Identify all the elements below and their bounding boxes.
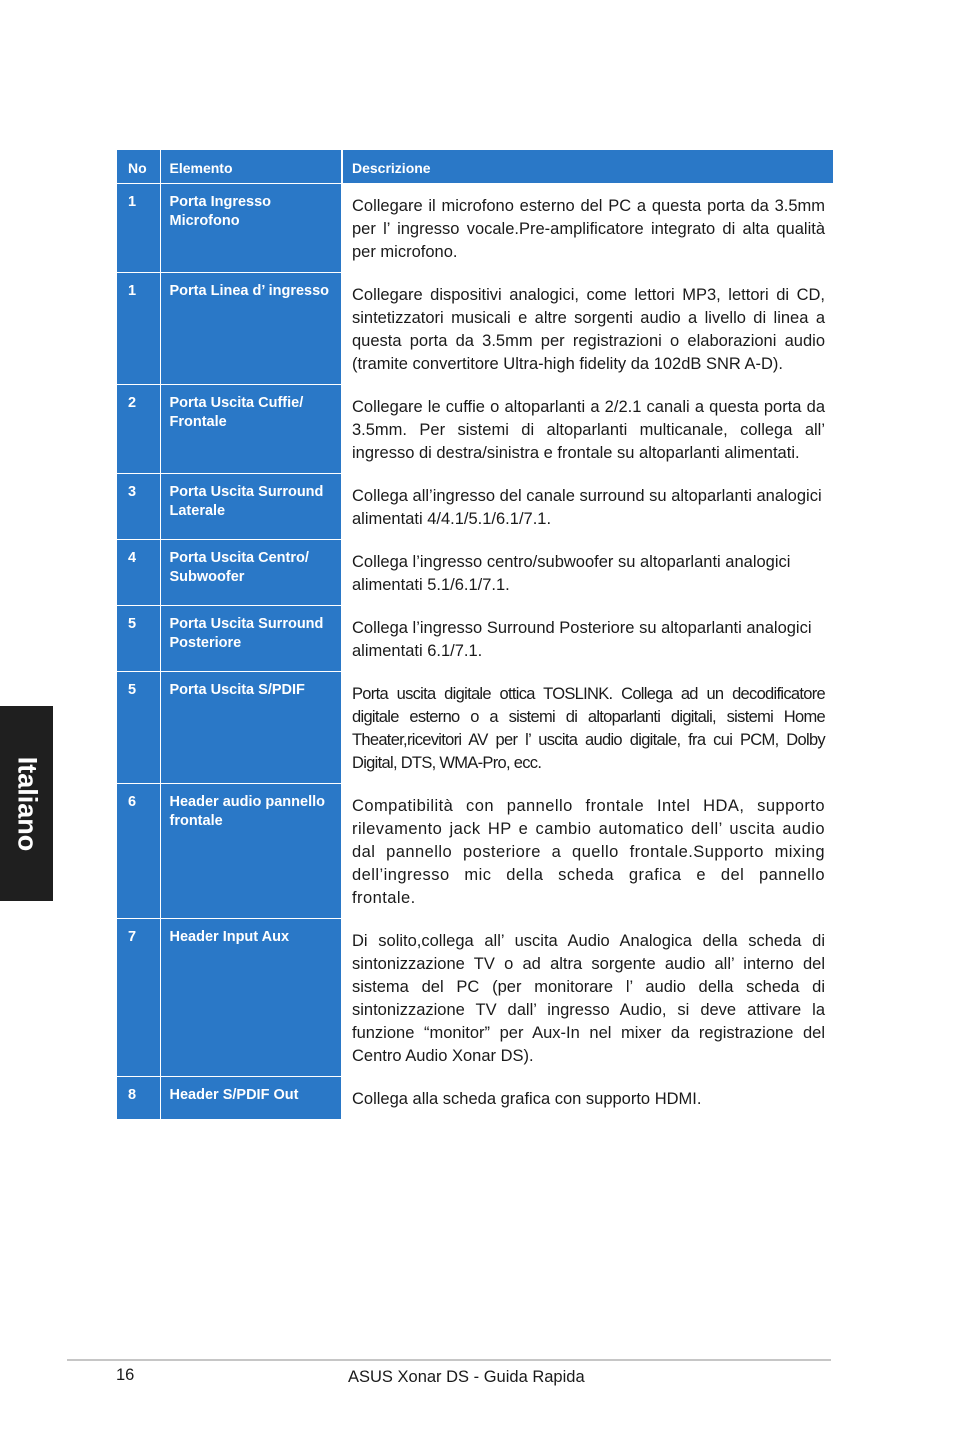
table-row bbox=[117, 1076, 833, 1119]
table-row bbox=[117, 272, 833, 384]
spec-table bbox=[117, 150, 833, 1119]
table-row bbox=[117, 183, 833, 272]
row-element: Porta Uscita Centro/ Subwoofer bbox=[160, 539, 342, 605]
header-element: Elemento bbox=[160, 150, 342, 183]
row-element: Header audio pannello frontale bbox=[160, 783, 342, 918]
row-description: Collegare il microfono esterno del PC a questa porta da 3.5mm per l’ ingresso vocale.Pre-amplificatore integrato di alta qualità per microfono. bbox=[342, 183, 833, 272]
row-no: 1 bbox=[117, 272, 160, 384]
table-header-row bbox=[117, 150, 833, 183]
row-description: Collega l’ingresso Surround Posteriore su altoparlanti analogici alimentati 6.1/7.1. bbox=[342, 605, 833, 671]
row-no: 7 bbox=[117, 918, 160, 1076]
row-description: Collega alla scheda grafica con supporto HDMI. bbox=[342, 1076, 833, 1119]
table-row bbox=[117, 539, 833, 605]
row-no: 8 bbox=[117, 1076, 160, 1119]
page-number: 16 bbox=[116, 1366, 135, 1384]
row-no: 2 bbox=[117, 384, 160, 473]
row-element: Porta Uscita Surround Laterale bbox=[160, 473, 342, 539]
row-no: 5 bbox=[117, 605, 160, 671]
language-side-tab bbox=[0, 706, 53, 901]
row-element: Header S/PDIF Out bbox=[160, 1076, 342, 1119]
footer-title: ASUS Xonar DS - Guida Rapida bbox=[348, 1368, 585, 1386]
row-description: Collega all’ingresso del canale surround su altoparlanti analogici alimentati 4/4.1/5.1/6.1/7.1. bbox=[342, 473, 833, 539]
row-element: Porta Uscita S/PDIF bbox=[160, 671, 342, 783]
row-description: Di solito,collega all’ uscita Audio Analogica della scheda di sintonizzazione TV o ad altra sorgente audio all’ interno del sistema del PC (per monitorare l’ audio della scheda di sintonizzazione TV dall’ ingresso Audio, si deve attivare la funzione “monitor” per Aux-In nel mixer da registrazione del Centro Audio Xonar DS). bbox=[342, 918, 833, 1076]
row-description: Collega l’ingresso centro/subwoofer su altoparlanti analogici alimentati 5.1/6.1/7.1. bbox=[342, 539, 833, 605]
table-row bbox=[117, 918, 833, 1076]
footer-divider bbox=[67, 1359, 831, 1361]
row-description: Collegare dispositivi analogici, come lettori MP3, lettori di CD, sintetizzatori musicali e altre sorgenti audio a livello di linea a questa porta da 3.5mm per registrazioni o elaborazioni audio (tramite convertitore Ultra-high fidelity da 102dB SNR A-D). bbox=[342, 272, 833, 384]
table-row bbox=[117, 473, 833, 539]
row-element: Porta Ingresso Microfono bbox=[160, 183, 342, 272]
table-row bbox=[117, 605, 833, 671]
header-description: Descrizione bbox=[352, 160, 431, 176]
table-row bbox=[117, 783, 833, 918]
row-description: Porta uscita digitale ottica TOSLINK. Collega ad un decodificatore digitale esterno o a sistemi di altoparlanti digitali, sistemi Home Theater,ricevitori AV per l’ uscita audio digitale, fra cui PCM, Dolby Digital, DTS, WMA-Pro, ecc. bbox=[342, 671, 833, 783]
row-element: Porta Uscita Cuffie/ Frontale bbox=[160, 384, 342, 473]
table-row bbox=[117, 384, 833, 473]
row-description: Collegare le cuffie o altoparlanti a 2/2.1 canali a questa porta da 3.5mm. Per sistemi di altoparlanti multicanale, collega all’ ingresso di destra/sinistra e frontale su altoparlanti alimentati. bbox=[342, 384, 833, 473]
row-no: 4 bbox=[117, 539, 160, 605]
table-row bbox=[117, 671, 833, 783]
row-no: 5 bbox=[117, 671, 160, 783]
row-element: Porta Uscita Surround Posteriore bbox=[160, 605, 342, 671]
header-no: No bbox=[117, 150, 160, 183]
row-description: Compatibilità con pannello frontale Intel HDA, supporto rilevamento jack HP e cambio automatico dell’ uscita audio dal pannello posteriore a quello frontale.Supporto mixing dell’ingresso mic della scheda grafica e del pannello frontale. bbox=[342, 783, 833, 918]
row-element: Header Input Aux bbox=[160, 918, 342, 1076]
row-no: 6 bbox=[117, 783, 160, 918]
row-no: 1 bbox=[117, 183, 160, 272]
row-no: 3 bbox=[117, 473, 160, 539]
language-label: Italiano bbox=[12, 756, 42, 851]
row-element: Porta Linea d’ ingresso bbox=[160, 272, 342, 384]
